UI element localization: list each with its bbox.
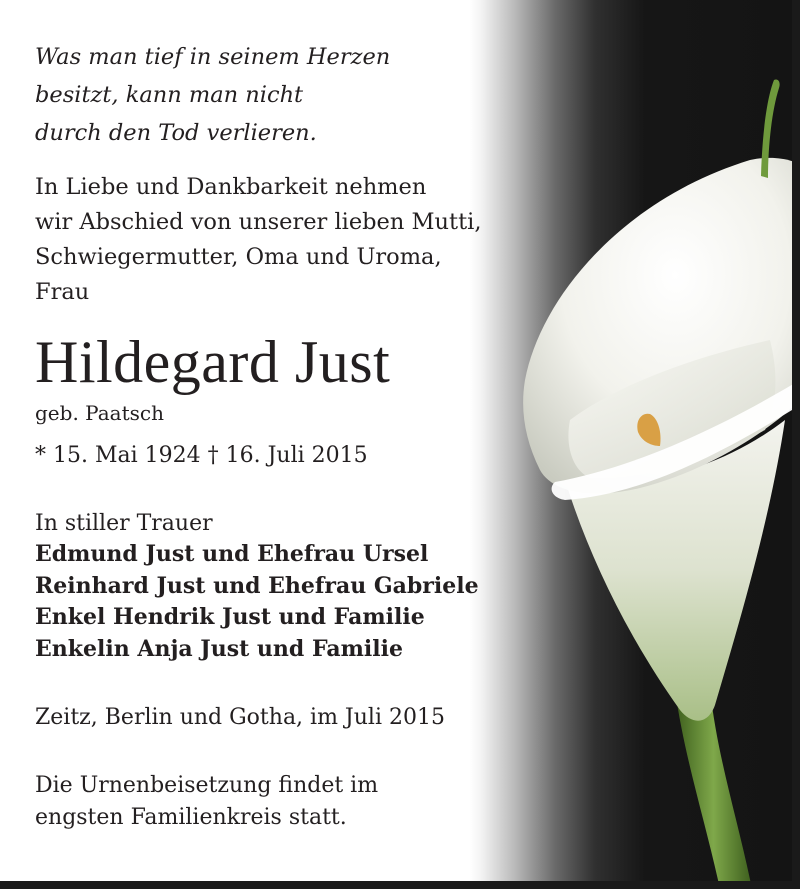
place-date: Zeitz, Berlin und Gotha, im Juli 2015 bbox=[35, 705, 445, 730]
intro-text bbox=[35, 170, 481, 310]
lily-stem bbox=[675, 690, 752, 889]
mourner-name: Enkel Hendrik Just und Familie bbox=[35, 604, 425, 630]
poem-line: durch den Tod verlieren. bbox=[35, 120, 317, 146]
intro-line: In Liebe und Dankbarkeit nehmen bbox=[35, 174, 427, 200]
intro-line: Frau bbox=[35, 279, 90, 305]
birth-name: geb. Paatsch bbox=[35, 401, 164, 425]
mourner-name: Edmund Just und Ehefrau Ursel bbox=[35, 541, 429, 567]
mourners-list bbox=[35, 539, 479, 665]
life-dates: * 15. Mai 1924 † 16. Juli 2015 bbox=[35, 443, 368, 468]
notice-line: engsten Familienkreis statt. bbox=[35, 805, 347, 830]
poem-line: besitzt, kann man nicht bbox=[35, 82, 304, 108]
burial-notice bbox=[35, 770, 378, 834]
intro-line: Schwiegermutter, Oma und Uroma, bbox=[35, 244, 442, 270]
mourning-intro: In stiller Trauer bbox=[35, 511, 213, 536]
mourner-name: Reinhard Just und Ehefrau Gabriele bbox=[35, 572, 479, 599]
notice-line: Die Urnenbeisetzung findet im bbox=[35, 773, 379, 798]
deceased-name: Hildegard Just bbox=[35, 329, 391, 395]
poem bbox=[35, 38, 390, 152]
intro-line: wir Abschied von unserer lieben Mutti, bbox=[35, 209, 482, 235]
poem-line: Was man tief in seinem Herzen bbox=[35, 44, 391, 70]
calla-lily-image bbox=[470, 0, 800, 889]
mourner-name: Enkelin Anja Just und Familie bbox=[35, 635, 403, 662]
